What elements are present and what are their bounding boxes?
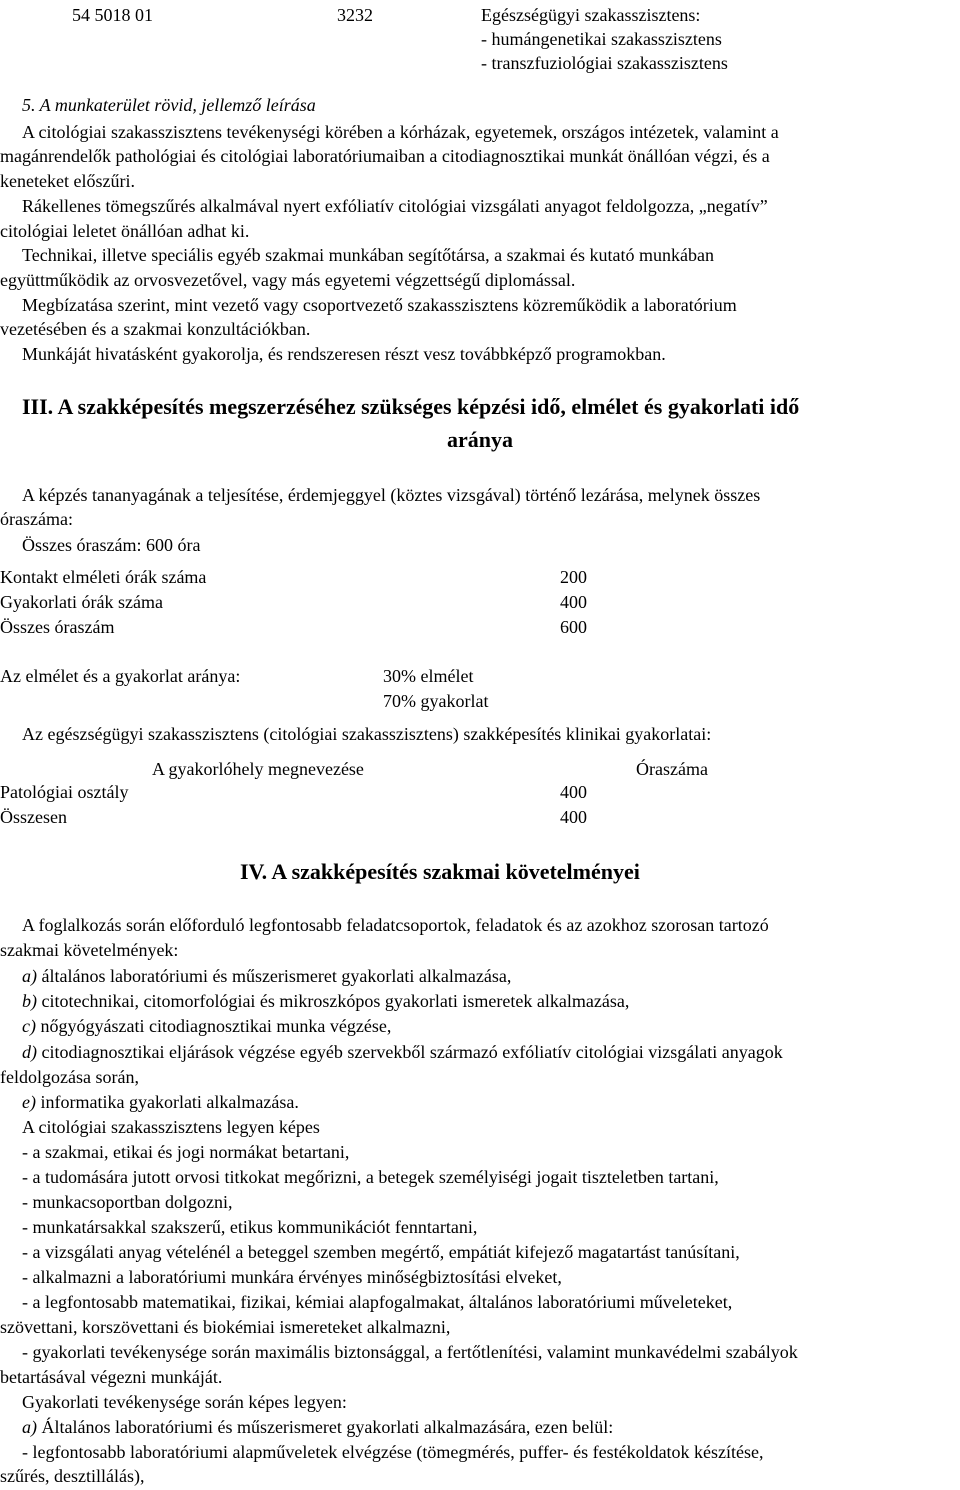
requirement-item (22, 1016, 391, 1037)
item-letter: c) (22, 1016, 36, 1036)
capable-item: - munkacsoportban dolgozni, (22, 1192, 233, 1212)
item-letter: e) (22, 1092, 36, 1112)
section-3-title-line-2: aránya (447, 427, 513, 452)
capable-item: - a legfontosabb matematikai, fizikai, kémiai alapfogalmakat, általános laboratóriumi műveleteket, (22, 1292, 733, 1312)
section-5-paragraph-5: Munkáját hivatásként gyakorolja, és rendszeresen részt vesz továbbképző programokban. (22, 344, 666, 364)
section-5-paragraph-1-line-1: A citológiai szakasszisztens tevékenységi körében a kórházak, egyetemek, országos intézetek, valamint a (22, 122, 779, 142)
item-text: informatika gyakorlati alkalmazása. (35, 1092, 299, 1112)
capable-item: - a vizsgálati anyag vételénél a beteggel szemben megértő, empátiát kifejező magatartást tanúsítani, (22, 1242, 740, 1262)
section-5-paragraph-3-line-2: együttműködik az orvosvezetővel, vagy más egyetemi végzettségű diplomással. (0, 270, 576, 290)
clinical-header-hours: Óraszáma (636, 759, 708, 779)
section-4-intro-line-2: szakmai követelmények: (0, 940, 179, 960)
section-4-title: IV. A szakképesítés szakmai követelményei (240, 859, 640, 884)
hours-row-label: Kontakt elméleti órák száma (0, 567, 207, 587)
requirement-item (22, 966, 511, 987)
section-5-paragraph-2-line-1: Rákellenes tömegszűrés alkalmával nyert exfóliatív citológiai vizsgálati anyagot feldolgozza, „negatív” (22, 196, 768, 216)
clinical-header-place: A gyakorlóhely megnevezése (152, 759, 364, 779)
item-text: citotechnikai, citomorfológiai és mikroszkópos gyakorlati ismeretek alkalmazása, (37, 991, 630, 1011)
section-5-paragraph-1-line-3: keneteket előszűri. (0, 171, 135, 191)
hours-row-value: 600 (560, 617, 587, 637)
practical-item (22, 1417, 613, 1438)
capable-item: - munkatársakkal szakszerű, etikus kommunikációt fenntartani, (22, 1217, 478, 1237)
item-text: nőgyógyászati citodiagnosztikai munka végzése, (35, 1016, 392, 1036)
item-letter: a) (22, 1417, 37, 1437)
item-text: citodiagnosztikai eljárások végzése egyéb szervekből származó exfóliatív citológiai vizsgálati anyagok (37, 1042, 783, 1062)
capable-item: - alkalmazni a laboratóriumi munkára érvényes minőségbiztosítási elveket, (22, 1267, 562, 1287)
clinical-row-value: 400 (560, 807, 587, 827)
practical-subitem-continuation: szűrés, desztillálás), (0, 1466, 145, 1486)
item-letter: a) (22, 966, 37, 986)
capable-item: - a tudomására jutott orvosi titkokat megőrizni, a betegek személyiségi jogait tiszteletben tartani, (22, 1167, 719, 1187)
section-5-paragraph-3-line-1: Technikai, illetve speciális egyéb szakmai munkában segítőtársa, a szakmai és kutató munkában (22, 245, 715, 265)
requirement-item (22, 1092, 299, 1113)
hours-row-value: 200 (560, 567, 587, 587)
requirement-item (22, 991, 629, 1012)
document-number: 3232 (337, 5, 373, 25)
hours-row-label: Gyakorlati órák száma (0, 592, 163, 612)
header-sub-2: - transzfuziológiai szakasszisztens (481, 53, 728, 73)
item-letter: b) (22, 991, 37, 1011)
section-3-intro-line-2: óraszáma: (0, 509, 73, 529)
section-5-title: 5. A munkaterület rövid, jellemző leírása (22, 95, 316, 115)
item-text: általános laboratóriumi és műszerismeret gyakorlati alkalmazása, (37, 966, 512, 986)
ratio-theory: 30% elmélet (383, 666, 474, 686)
hours-row-label: Összes óraszám (0, 617, 115, 637)
ratio-label: Az elmélet és a gyakorlat aránya: (0, 666, 241, 686)
capable-item-continuation: betartásával végezni munkáját. (0, 1367, 223, 1387)
requirement-item-continuation: feldolgozása során, (0, 1067, 139, 1087)
header-title: Egészségügyi szakasszisztens: (481, 5, 701, 25)
capable-item: - a szakmai, etikai és jogi normákat betartani, (22, 1142, 350, 1162)
section-3-intro-line-1: A képzés tananyagának a teljesítése, érdemjeggyel (köztes vizsgával) történő lezárása, melynek összes (22, 485, 761, 505)
header-sub-1: - humángenetikai szakasszisztens (481, 29, 722, 49)
hours-row-value: 400 (560, 592, 587, 612)
section-5-paragraph-4-line-1: Megbízatása szerint, mint vezető vagy csoportvezető szakasszisztens közreműködik a laboratórium (22, 295, 737, 315)
ratio-practice: 70% gyakorlat (383, 691, 489, 711)
capable-item: - gyakorlati tevékenysége során maximális biztonsággal, a fertőtlenítési, valamint munkavédelmi szabályok (22, 1342, 798, 1362)
total-hours: Összes óraszám: 600 óra (22, 535, 201, 555)
section-3-title-line-1: III. A szakképesítés megszerzéséhez szükséges képzési idő, elmélet és gyakorlati idő (22, 394, 800, 419)
requirement-item (22, 1042, 783, 1063)
document-code: 54 5018 01 (72, 5, 153, 25)
clinical-practice-intro: Az egészségügyi szakasszisztens (citológiai szakasszisztens) szakképesítés klinikai gyakorlatai: (22, 724, 712, 744)
clinical-row-label: Patológiai osztály (0, 782, 129, 802)
capable-intro: A citológiai szakasszisztens legyen képes (22, 1117, 320, 1137)
capable-item-continuation: szövettani, korszövettani és biokémiai ismereteket alkalmazni, (0, 1317, 451, 1337)
clinical-row-value: 400 (560, 782, 587, 802)
section-4-intro-line-1: A foglalkozás során előforduló legfontosabb feladatcsoportok, feladatok és az azokhoz szorosan tartozó (22, 915, 769, 935)
clinical-row-label: Összesen (0, 807, 67, 827)
item-letter: d) (22, 1042, 37, 1062)
section-5-paragraph-2-line-2: citológiai leletet önállóan adhat ki. (0, 221, 250, 241)
practical-subitem: - legfontosabb laboratóriumi alapműveletek elvégzése (tömegmérés, puffer- és festékoldatok készítése, (22, 1442, 764, 1462)
section-5-paragraph-4-line-2: vezetésében és a szakmai konzultációkban. (0, 319, 311, 339)
item-text: Általános laboratóriumi és műszerismeret gyakorlati alkalmazására, ezen belül: (37, 1417, 614, 1437)
practical-intro: Gyakorlati tevékenysége során képes legyen: (22, 1392, 347, 1412)
section-5-paragraph-1-line-2: magánrendelők pathológiai és citológiai laboratóriumaiban a citodiagnosztikai munkát önállóan végzi, és a (0, 146, 770, 166)
